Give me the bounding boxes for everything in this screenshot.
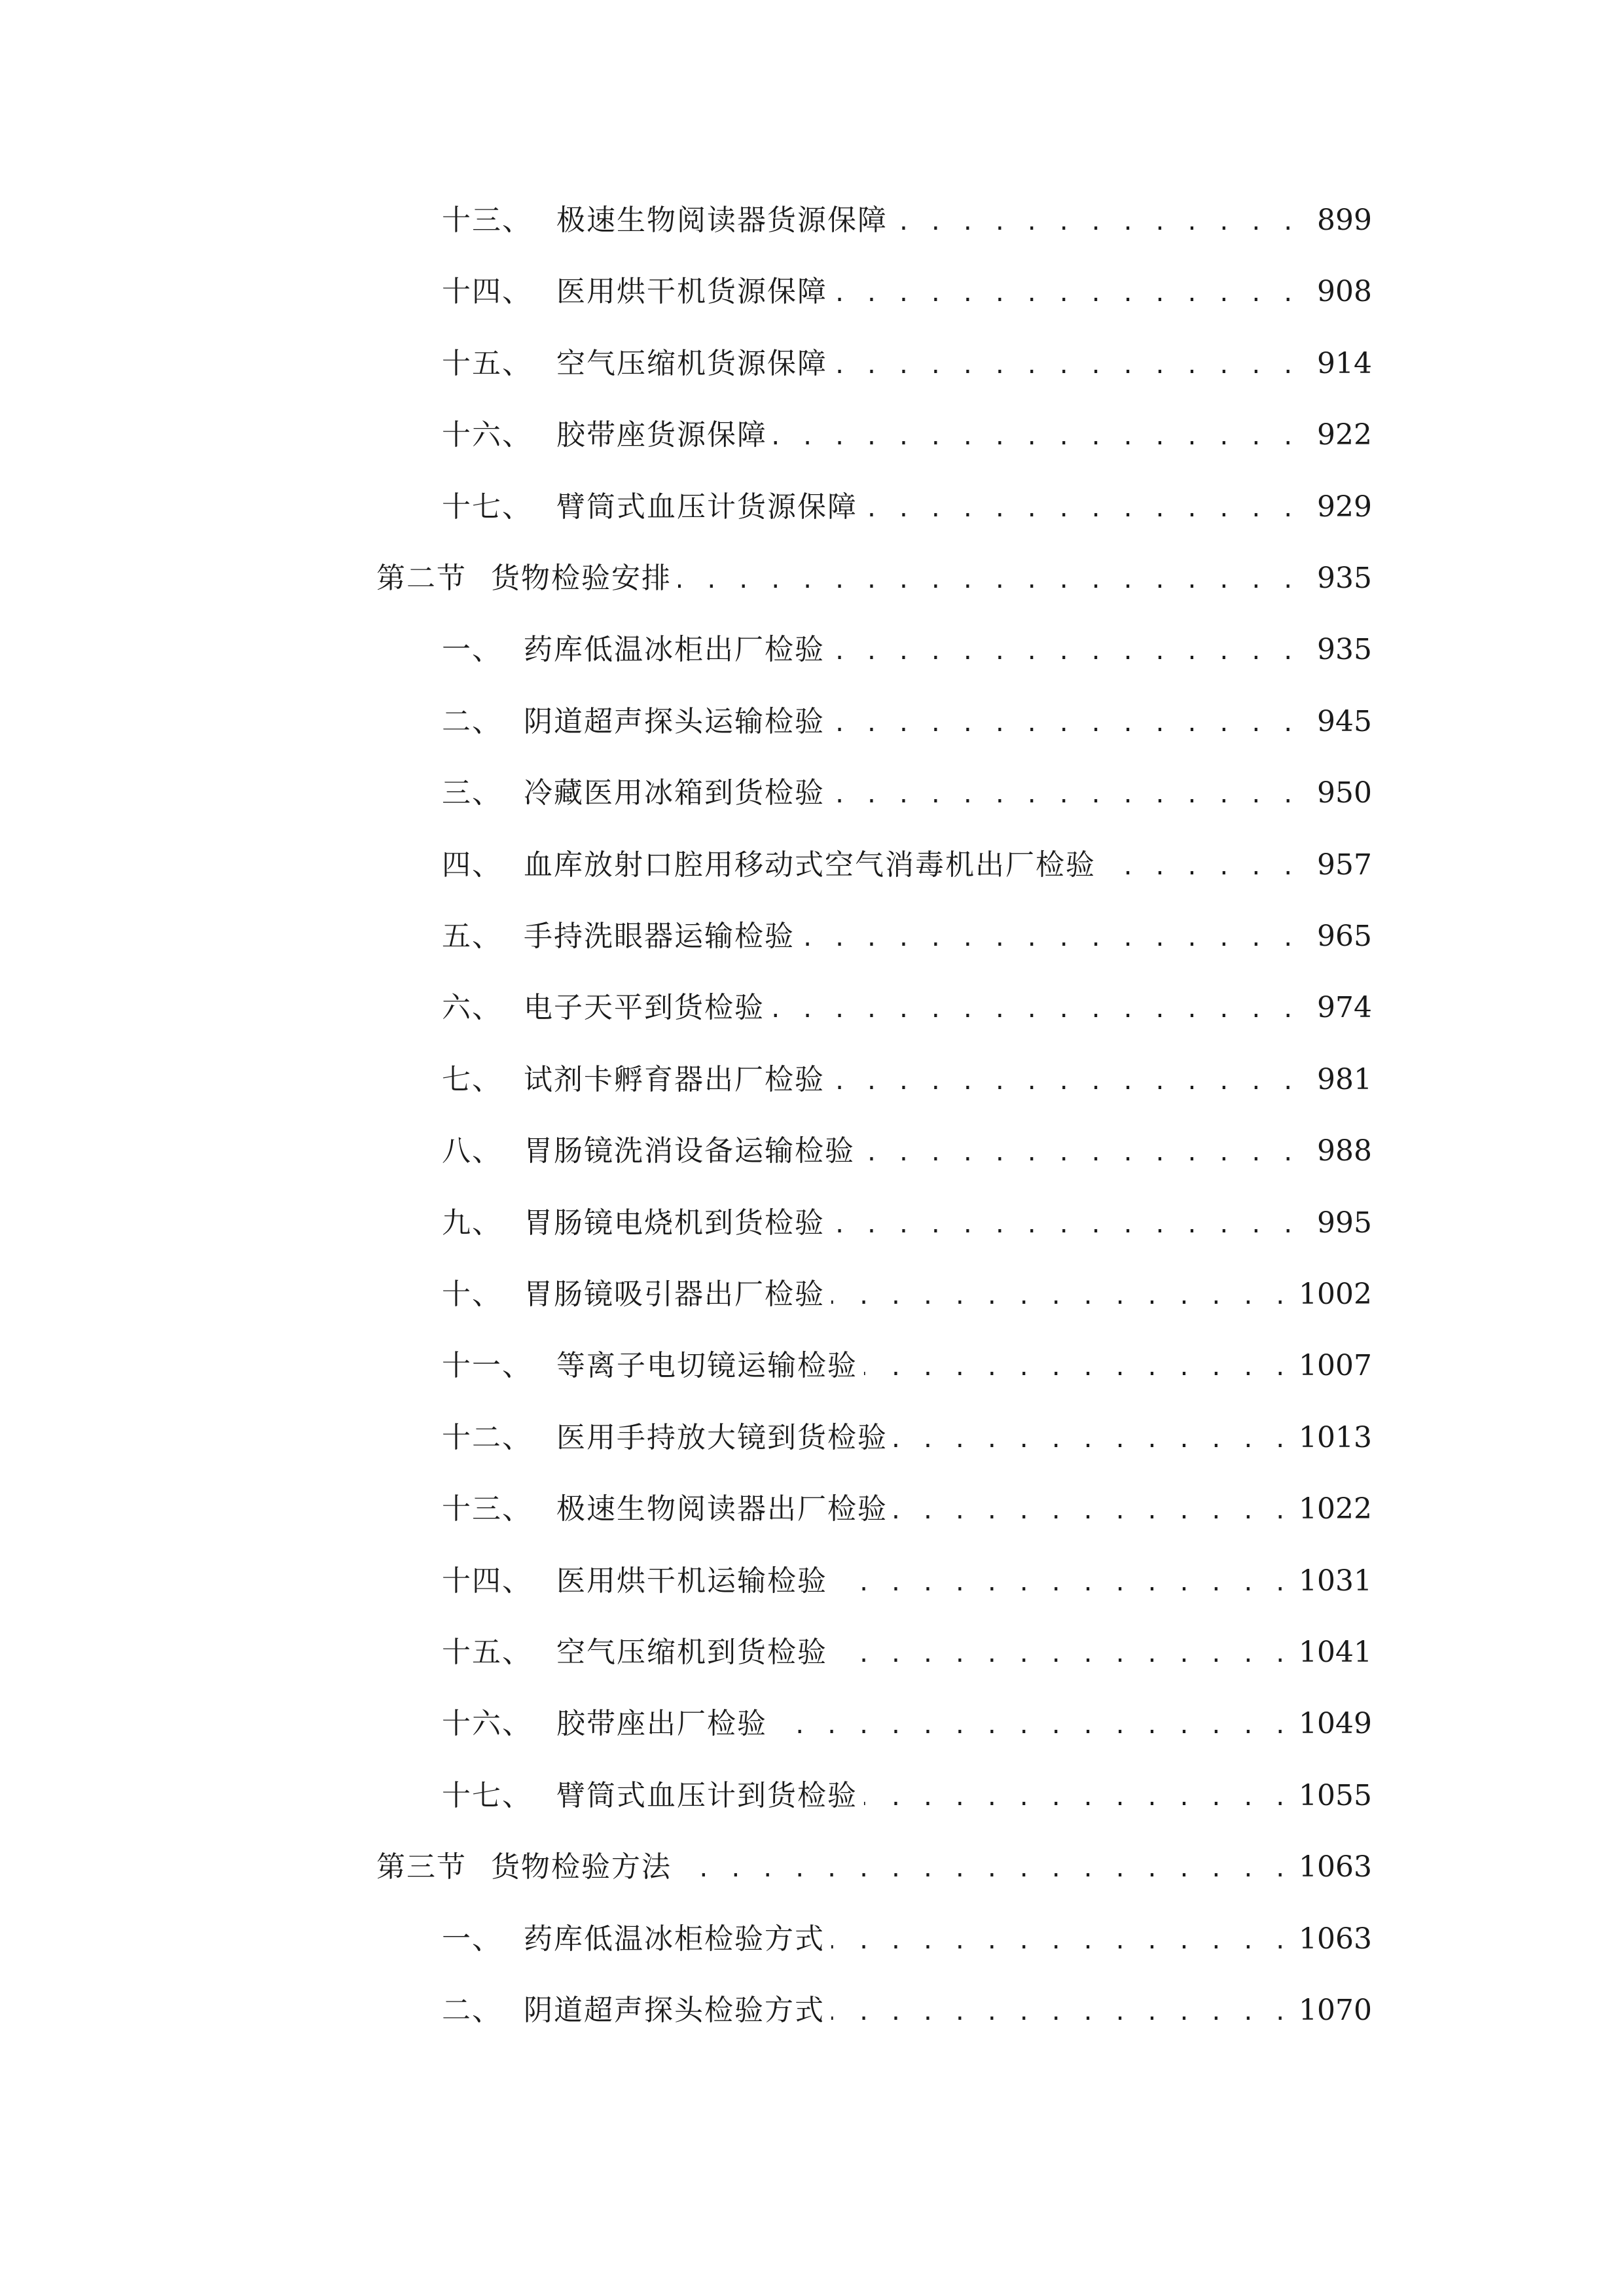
toc-dot-leader — [894, 1495, 1290, 1524]
toc-dot-leader — [834, 1638, 1290, 1667]
toc-entry-number: 五、 — [442, 920, 502, 953]
toc-page-number: 1002 — [1299, 1278, 1372, 1311]
toc-entry-number: 十、 — [442, 1278, 502, 1311]
toc-entry-title: 极速生物阅读器货源保障 — [556, 204, 888, 237]
toc-dot-leader — [864, 493, 1297, 522]
toc-entry-number: 十六、 — [442, 418, 532, 452]
toc-entry[interactable] — [442, 484, 1372, 530]
toc-dot-leader — [831, 779, 1297, 808]
toc-dot-leader — [678, 1853, 1290, 1882]
toc-entry-title: 阴道超声探头运输检验 — [524, 705, 825, 738]
toc-page-number: 1055 — [1299, 1779, 1372, 1812]
toc-dot-leader — [831, 708, 1297, 736]
toc-entry-number: 十四、 — [442, 1564, 532, 1598]
toc-dot-leader — [831, 1066, 1297, 1094]
toc-entry-title: 药库低温冰柜出厂检验 — [524, 633, 825, 666]
toc-dot-leader — [831, 1925, 1290, 1954]
toc-dot-leader — [774, 421, 1297, 450]
toc-entry-number: 十三、 — [442, 204, 532, 237]
toc-entry[interactable] — [442, 412, 1372, 458]
toc-entry-title: 药库低温冰柜检验方式 — [524, 1922, 825, 1956]
toc-entry-number: 十三、 — [442, 1492, 532, 1526]
toc-entry-number: 十五、 — [442, 347, 532, 380]
toc-section-entry[interactable] — [376, 1844, 1372, 1890]
toc-dot-leader — [834, 278, 1297, 306]
toc-page-number: 988 — [1317, 1134, 1372, 1168]
toc-entry-number: 七、 — [442, 1063, 502, 1096]
toc-entry[interactable] — [442, 1916, 1372, 1962]
toc-entry-title: 胃肠镜吸引器出厂检验 — [524, 1278, 825, 1311]
toc-entry[interactable] — [442, 1415, 1372, 1461]
toc-page-number: 908 — [1317, 275, 1372, 308]
toc-entry-number: 第二节 — [376, 562, 467, 595]
toc-page-number: 899 — [1317, 204, 1372, 237]
toc-page-number: 914 — [1317, 347, 1372, 380]
toc-entry-title: 医用烘干机货源保障 — [556, 275, 827, 308]
toc-page-number: 1063 — [1299, 1922, 1372, 1956]
toc-entry-title: 胶带座货源保障 — [556, 418, 767, 452]
toc-entry-title: 冷藏医用冰箱到货检验 — [524, 776, 825, 810]
toc-entry-number: 十七、 — [442, 1779, 532, 1812]
toc-page-number: 1007 — [1299, 1349, 1372, 1382]
toc-dot-leader — [834, 350, 1297, 378]
toc-dot-leader — [864, 1782, 1290, 1810]
toc-entry[interactable] — [442, 770, 1372, 816]
toc-page-number: 1041 — [1299, 1636, 1372, 1669]
toc-entry[interactable] — [442, 985, 1372, 1031]
toc-entry-title: 货物检验安排 — [491, 562, 672, 595]
toc-entry[interactable] — [442, 914, 1372, 960]
toc-page-number: 950 — [1317, 776, 1372, 810]
toc-dot-leader — [861, 1137, 1297, 1166]
toc-page-number: 922 — [1317, 418, 1372, 452]
toc-page-number: 974 — [1317, 991, 1372, 1024]
toc-dot-leader — [831, 1996, 1290, 2025]
toc-dot-leader — [864, 1352, 1290, 1380]
toc-page-number: 935 — [1317, 633, 1372, 666]
toc-page-number: 1063 — [1299, 1850, 1372, 1884]
toc-entry-number: 八、 — [442, 1134, 502, 1168]
toc-entry[interactable] — [442, 1057, 1372, 1103]
toc-entry-number: 二、 — [442, 1994, 502, 2027]
toc-entry-title: 阴道超声探头检验方式 — [524, 1994, 825, 2027]
toc-page-number: 995 — [1317, 1206, 1372, 1240]
toc-dot-leader — [831, 1280, 1290, 1309]
toc-page-number: 1022 — [1299, 1492, 1372, 1526]
toc-entry-number: 九、 — [442, 1206, 502, 1240]
toc-entry[interactable] — [442, 1558, 1372, 1604]
toc-entry-title: 医用手持放大镜到货检验 — [556, 1421, 888, 1454]
toc-page-number: 1013 — [1299, 1421, 1372, 1454]
toc-page-number: 945 — [1317, 705, 1372, 738]
toc-page-number: 957 — [1317, 848, 1372, 882]
toc-page-number: 981 — [1317, 1063, 1372, 1096]
toc-entry-title: 血库放射口腔用移动式空气消毒机出厂检验 — [524, 848, 1096, 882]
toc-dot-leader — [894, 1424, 1290, 1452]
toc-entry[interactable] — [442, 1988, 1372, 2034]
toc-entry[interactable] — [442, 1128, 1372, 1174]
toc-page-number: 1070 — [1299, 1994, 1372, 2027]
toc-dot-leader — [771, 994, 1297, 1022]
toc-entry[interactable] — [442, 269, 1372, 315]
toc-entry-title: 手持洗眼器运输检验 — [524, 920, 795, 953]
toc-dot-leader — [1102, 851, 1297, 880]
toc-page-number: 1049 — [1299, 1707, 1372, 1740]
toc-entry-title: 极速生物阅读器出厂检验 — [556, 1492, 888, 1526]
toc-entry-title: 空气压缩机货源保障 — [556, 347, 827, 380]
toc-dot-leader — [678, 564, 1297, 593]
toc-entry[interactable] — [442, 627, 1372, 673]
toc-section-entry[interactable] — [376, 556, 1372, 601]
toc-entry[interactable] — [442, 1630, 1372, 1676]
toc-entry[interactable] — [442, 1701, 1372, 1747]
toc-entry[interactable] — [442, 341, 1372, 387]
toc-entry-title: 电子天平到货检验 — [524, 991, 765, 1024]
toc-entry-title: 胃肠镜洗消设备运输检验 — [524, 1134, 855, 1168]
toc-entry-number: 十六、 — [442, 1707, 532, 1740]
toc-entry-number: 十五、 — [442, 1636, 532, 1669]
toc-entry-number: 第三节 — [376, 1850, 467, 1884]
toc-entry-number: 十二、 — [442, 1421, 532, 1454]
toc-entry[interactable] — [442, 1272, 1372, 1318]
toc-entry-number: 六、 — [442, 991, 502, 1024]
toc-dot-leader — [834, 1567, 1290, 1596]
toc-entry[interactable] — [442, 1773, 1372, 1819]
toc-page-number: 929 — [1317, 490, 1372, 524]
toc-page-number: 965 — [1317, 920, 1372, 953]
toc-entry-title: 医用烘干机运输检验 — [556, 1564, 827, 1598]
toc-entry[interactable] — [442, 1200, 1372, 1246]
toc-dot-leader — [894, 206, 1297, 235]
toc-entry[interactable] — [442, 1343, 1372, 1389]
toc-entry-title: 臂筒式血压计到货检验 — [556, 1779, 857, 1812]
toc-page-number: 935 — [1317, 562, 1372, 595]
toc-entry[interactable] — [442, 1486, 1372, 1532]
toc-dot-leader — [831, 636, 1297, 664]
toc-entry-number: 十七、 — [442, 490, 532, 524]
toc-dot-leader — [831, 1209, 1297, 1238]
toc-entry-title: 货物检验方法 — [491, 1850, 672, 1884]
toc-dot-leader — [774, 1710, 1290, 1738]
toc-entry-number: 一、 — [442, 1922, 502, 1956]
toc-entry-number: 二、 — [442, 705, 502, 738]
toc-entry-number: 三、 — [442, 776, 502, 810]
toc-page-number: 1031 — [1299, 1564, 1372, 1598]
toc-entry[interactable] — [442, 198, 1372, 243]
toc-dot-leader — [801, 922, 1297, 951]
toc-entry-number: 十四、 — [442, 275, 532, 308]
toc-entry[interactable] — [442, 842, 1372, 888]
toc-entry[interactable] — [442, 699, 1372, 745]
toc-entry-title: 胃肠镜电烧机到货检验 — [524, 1206, 825, 1240]
toc-entry-number: 一、 — [442, 633, 502, 666]
toc-entry-number: 四、 — [442, 848, 502, 882]
toc-entry-number: 十一、 — [442, 1349, 532, 1382]
toc-entry-title: 试剂卡孵育器出厂检验 — [524, 1063, 825, 1096]
toc-entry-title: 空气压缩机到货检验 — [556, 1636, 827, 1669]
toc-entry-title: 胶带座出厂检验 — [556, 1707, 767, 1740]
toc-entry-title: 等离子电切镜运输检验 — [556, 1349, 857, 1382]
toc-entry-title: 臂筒式血压计货源保障 — [556, 490, 857, 524]
